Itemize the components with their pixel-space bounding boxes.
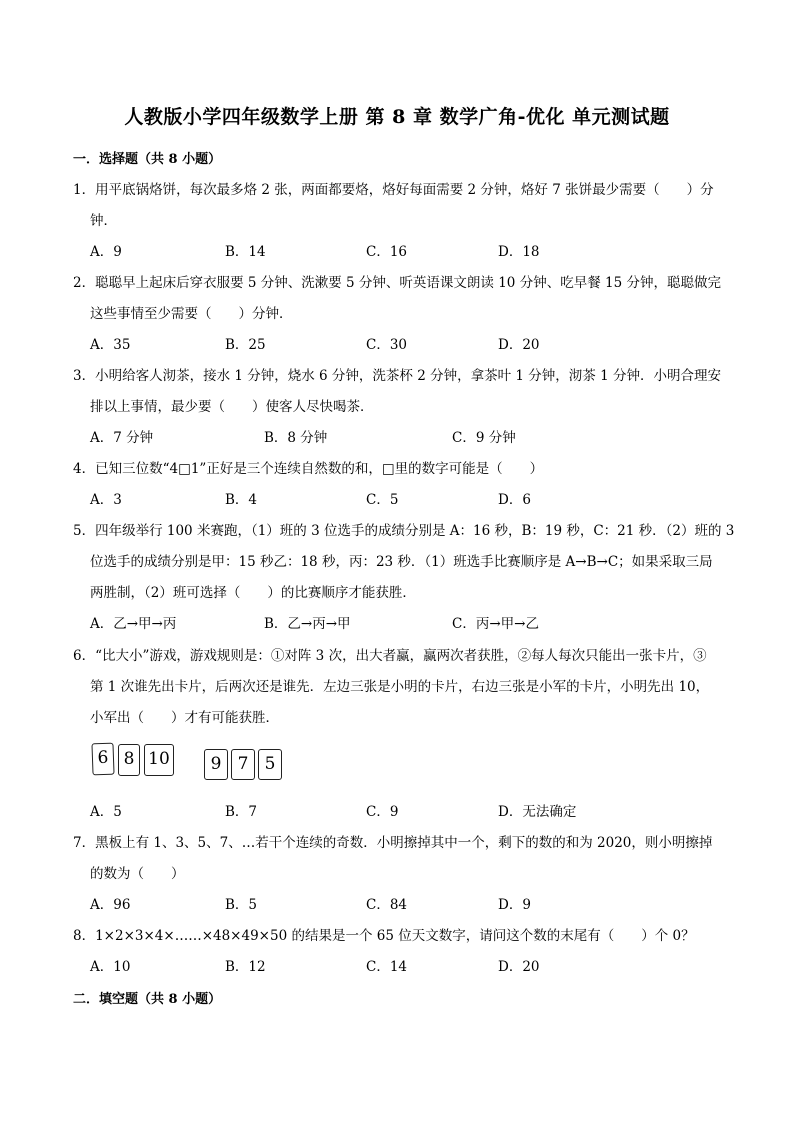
section-heading-choice: 一．选择题（共 8 小题） <box>73 152 222 167</box>
question-5-options <box>90 612 730 632</box>
question-5-line-2: 位选手的成绩分别是甲：15 秒乙：18 秒，丙：23 秒．（1）班选手比赛顺序是 A→B→C；如果采取三局 <box>90 554 713 570</box>
card: 8 <box>118 744 140 776</box>
question-1-line-1: 1．用平底锅烙饼，每次最多烙 2 张，两面都要烙，烙好每面需要 2 分钟，烙好 7 张饼最少需要（ ）分 <box>73 182 714 198</box>
option-d: D．20 <box>498 337 540 353</box>
option-c: C．16 <box>366 244 408 260</box>
option-d: D．无法确定 <box>498 804 577 820</box>
option-d: D．18 <box>498 244 540 260</box>
option-b: B．14 <box>225 244 266 260</box>
question-2-line-1: 2．聪聪早上起床后穿衣服要 5 分钟、洗漱要 5 分钟、听英语课文朗读 10 分钟、吃早餐 15 分钟，聪聪做完 <box>73 275 721 291</box>
option-c: C．9 <box>366 804 399 820</box>
option-a: A．10 <box>90 959 131 975</box>
question-5-line-1: 5．四年级举行 100 米赛跑，（1）班的 3 位选手的成绩分别是 A：16 秒，B：19 秒，C：21 秒．（2）班的 3 <box>73 523 735 539</box>
question-4-options <box>90 488 730 508</box>
page-title: 人教版小学四年级数学上册 第 8 章 数学广角-优化 单元测试题 <box>124 106 670 128</box>
card: 7 <box>231 749 255 780</box>
card: 5 <box>258 749 282 780</box>
question-3-line-1: 3．小明给客人沏茶，接水 1 分钟，烧水 6 分钟，洗茶杯 2 分钟，拿茶叶 1 分钟，沏茶 1 分钟．小明合理安 <box>73 368 721 384</box>
xiaoming-cards <box>90 741 174 781</box>
option-d: D．6 <box>498 492 531 508</box>
question-2-line-2: 这些事情至少需要（ ）分钟． <box>90 306 293 322</box>
card-figure <box>90 741 290 783</box>
option-c: C．84 <box>366 897 408 913</box>
option-b: B．8 分钟 <box>264 430 328 446</box>
question-1-line-2: 钟． <box>90 213 117 229</box>
option-a: A．35 <box>90 337 131 353</box>
section-heading-fill: 二．填空题（共 8 小题） <box>73 992 222 1007</box>
option-a: A．9 <box>90 244 122 260</box>
option-a: A．5 <box>90 804 122 820</box>
option-c: C．14 <box>366 959 408 975</box>
option-a: A．乙→甲→丙 <box>90 616 177 632</box>
question-6-line-3: 小军出（ ）才有可能获胜． <box>90 710 279 726</box>
option-c: C．5 <box>366 492 399 508</box>
option-b: B．4 <box>225 492 258 508</box>
question-8-options <box>90 955 730 975</box>
option-c: C．丙→甲→乙 <box>452 616 539 632</box>
option-c: C．30 <box>366 337 408 353</box>
question-8-line-1: 8．1×2×3×4×……×48×49×50 的结果是一个 65 位天文数字，请问这个数的末尾有（ ）个 0？ <box>73 928 695 944</box>
option-a: A．7 分钟 <box>90 430 154 446</box>
card: 10 <box>144 744 174 776</box>
xiaojun-cards <box>204 741 284 781</box>
option-b: B．25 <box>225 337 266 353</box>
option-a: A．96 <box>90 897 131 913</box>
question-3-line-2: 排以上事情，最少要（ ）使客人尽快喝茶． <box>90 399 374 415</box>
question-7-options <box>90 893 730 913</box>
question-1-options <box>90 240 730 260</box>
question-3-options <box>90 426 730 446</box>
question-7-line-1: 7．黑板上有 1、3、5、7、…若干个连续的奇数．小明擦掉其中一个，剩下的数的和为 2020，则小明擦掉 <box>73 835 713 851</box>
question-7-line-2: 的数为（ ） <box>90 866 185 882</box>
option-b: B．5 <box>225 897 258 913</box>
option-b: B．乙→丙→甲 <box>264 616 351 632</box>
card: 9 <box>204 749 228 780</box>
question-6-options <box>90 800 730 820</box>
option-b: B．7 <box>225 804 258 820</box>
question-5-line-3: 两胜制，（2）班可选择（ ）的比赛顺序才能获胜． <box>90 585 416 601</box>
card: 6 <box>91 743 114 776</box>
option-d: D．9 <box>498 897 531 913</box>
question-6-line-2: 第 1 次谁先出卡片，后两次还是谁先．左边三张是小明的卡片，右边三张是小军的卡片，小明先出 10， <box>90 679 710 695</box>
option-b: B．12 <box>225 959 266 975</box>
option-d: D．20 <box>498 959 540 975</box>
option-c: C．9 分钟 <box>452 430 516 446</box>
question-4-line-1: 4．已知三位数“4□1”正好是三个连续自然数的和，□里的数字可能是（ ） <box>73 461 544 477</box>
question-2-options <box>90 333 730 353</box>
question-6-line-1: 6．“比大小”游戏，游戏规则是：①对阵 3 次，出大者赢，赢两次者获胜，②每人每次只能出一张卡片，③ <box>73 648 707 664</box>
option-a: A．3 <box>90 492 122 508</box>
